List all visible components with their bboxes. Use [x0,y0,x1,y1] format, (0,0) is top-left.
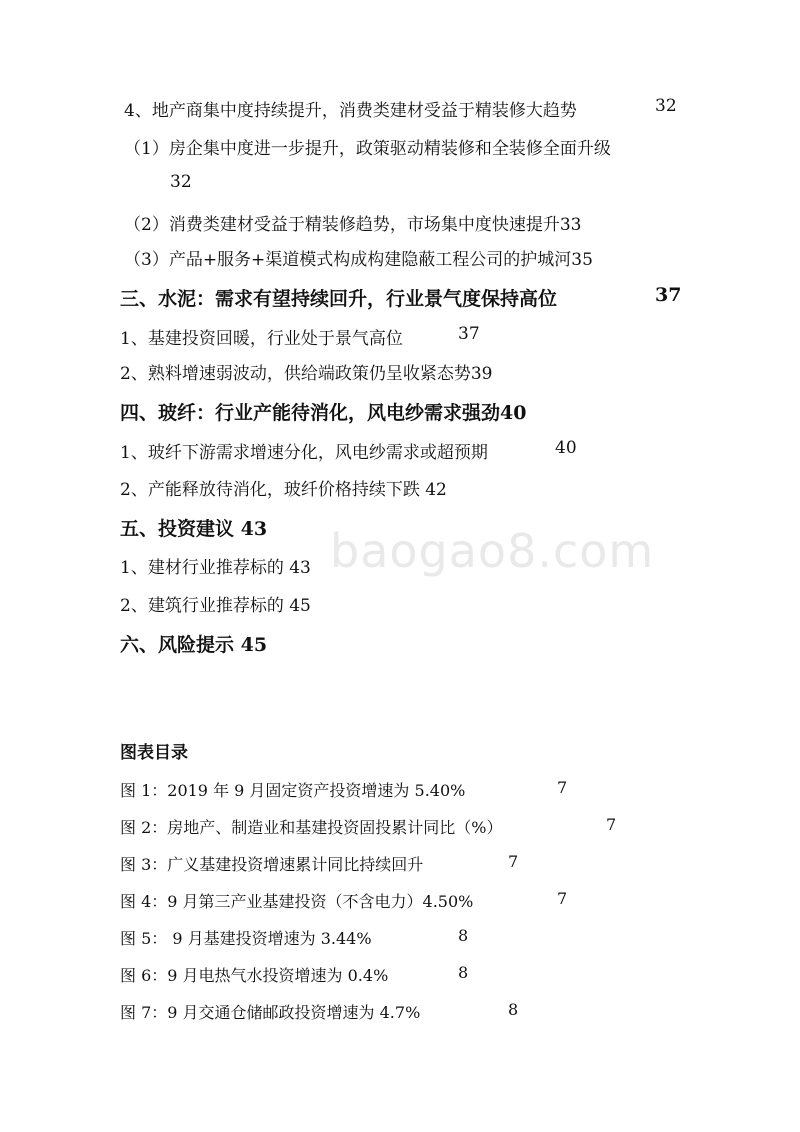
figure-entry[interactable]: 图 6：9 月电热气水投资增速为 0.4% [120,966,389,985]
toc-entry-4-b1[interactable]: 1、玻纤下游需求增速分化，风电纱需求或超预期 [120,443,488,463]
toc-entry-5-2[interactable]: 2、建筑行业推荐标的 45 [120,596,311,616]
figure-entry[interactable]: 图 7：9 月交通仓储邮政投资增速为 4.7% [120,1003,421,1022]
toc-entry-4[interactable] [124,96,577,121]
figure-entry-page: 7 [606,815,617,834]
toc-entry-4-1-page: 32 [170,172,192,192]
toc-heading-6[interactable]: 六、风险提示 45 [120,634,268,656]
figure-entry[interactable]: 图 4：9 月第三产业基建投资（不含电力）4.50% [120,892,474,911]
toc-entry-3-1[interactable]: 1、基建投资回暖，行业处于景气高位 [120,329,403,349]
toc-entry-4-1[interactable]: （1）房企集中度进一步提升，政策驱动精装修和全装修全面升级 [124,139,611,159]
toc-entry-title: 4、地产商集中度持续提升，消费类建材受益于精装修大趋势 [124,101,577,121]
figure-entry[interactable]: 图 1：2019 年 9 月固定资产投资增速为 5.40% [120,781,466,800]
toc-entry-4-b1-page: 40 [555,438,577,458]
figures-heading: 图表目录 [120,743,188,763]
figure-entry[interactable]: 图 5： 9 月基建投资增速为 3.44% [120,929,372,948]
watermark: baogao8.com [330,524,655,578]
figure-entry-page: 8 [458,963,469,982]
toc-heading-3-page: 37 [655,284,682,306]
toc-entry-3-2[interactable]: 2、熟料增速弱波动，供给端政策仍呈收紧态势39 [120,364,493,384]
toc-entry-4-3[interactable]: （3）产品+服务+渠道模式构成构建隐蔽工程公司的护城河35 [124,250,593,270]
figure-entry[interactable]: 图 2：房地产、制造业和基建投资固投累计同比（%） [120,818,503,837]
figure-entry-page: 8 [508,1000,519,1019]
figure-entry-page: 7 [508,852,519,871]
toc-heading-4[interactable]: 四、玻纤：行业产能待消化，风电纱需求强劲40 [120,402,527,424]
figure-entry-page: 8 [458,926,469,945]
figure-entry-page: 7 [557,778,568,797]
toc-entry-3-1-page: 37 [458,324,480,344]
toc-entry-4-2[interactable]: （2）消费类建材受益于精装修趋势，市场集中度快速提升33 [124,215,582,235]
toc-entry-4-b2[interactable]: 2、产能释放待消化，玻纤价格持续下跌 42 [120,480,447,500]
figure-entry-page: 7 [557,889,568,908]
toc-heading-3[interactable]: 三、水泥：需求有望持续回升，行业景气度保持高位 [120,288,558,310]
figure-entry[interactable]: 图 3：广义基建投资增速累计同比持续回升 [120,855,424,874]
toc-entry-5-1[interactable]: 1、建材行业推荐标的 43 [120,558,311,578]
toc-heading-5[interactable]: 五、投资建议 43 [120,518,268,540]
toc-entry-4-page: 32 [655,96,677,116]
